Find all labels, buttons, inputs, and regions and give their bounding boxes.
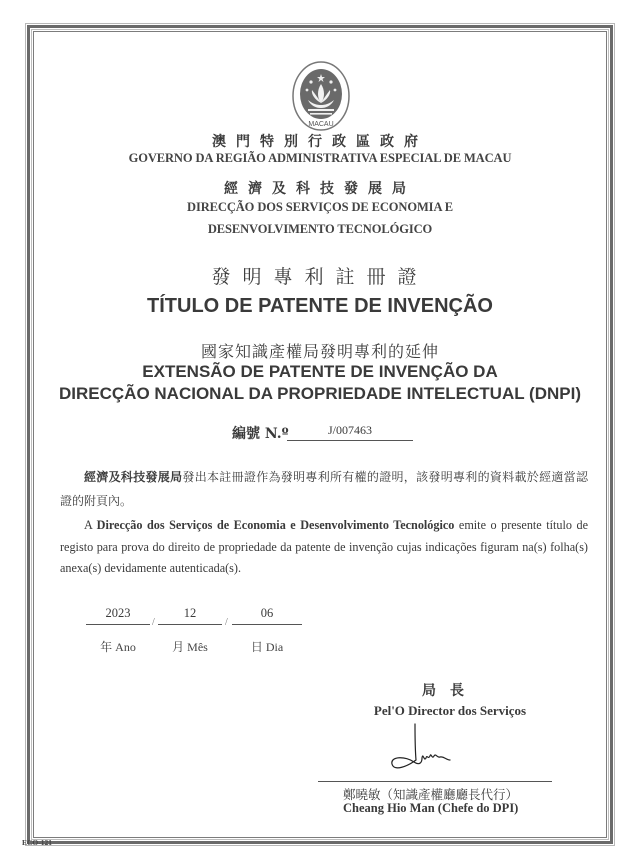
signatory-name-cn: 鄭曉敏（知識產權廳廳長代行） [343,787,519,802]
date-year-label: 年 Ano [100,640,136,654]
registration-number-value: J/007463 [287,423,413,441]
body-cn-text: 發出本註冊證作為發明專利所有權的證明，該發明專利的資料載於經適當認證的附頁內。 [60,470,588,508]
body-pt-issuer: Direcção dos Serviços de Economia e Desenvolvimento Tecnológico [96,518,455,532]
government-name-pt: GOVERNO DA REGIÃO ADMINISTRATIVA ESPECIAL DE MACAU [128,151,512,165]
date-month-value: 12 [158,606,222,625]
macau-sar-emblem-icon [291,60,351,132]
body-paragraph-pt [60,515,588,580]
extension-subtitle-cn: 國家知識產權局發明專利的延伸 [200,342,439,361]
body-pt-prefix: A [84,518,97,532]
government-name-cn: 澳門特別行政區政府 [212,134,428,150]
date-separator: / [152,617,155,628]
body-cn-issuer: 經濟及科技發展局 [84,470,183,484]
certificate-title-cn: 發明專利註冊證 [211,266,429,288]
signatory-name-pt: Cheang Hio Man (Chefe do DPI) [343,801,519,815]
department-name-pt-line2: DESENVOLVIMENTO TECNOLÓGICO [207,222,433,236]
department-name-pt-line1: DIRECÇÃO DOS SERVIÇOS DE ECONOMIA E [187,200,453,214]
certificate-title-pt: TÍTULO DE PATENTE DE INVENÇÃO [147,295,493,317]
signature-line [318,781,552,782]
registration-number-label: 編號 N.º [232,426,289,442]
extension-subtitle-pt-line2: DIRECÇÃO NACIONAL DA PROPRIEDADE INTELECTUAL (DNPI) [59,384,581,403]
registration-number-row [0,423,640,443]
signatory-title-pt: Pel'O Director dos Serviços [373,703,527,718]
body-pt-text: emite o presente título de registo para prova do direito de propriedade da patente de invenção cujas indicações figuram na(s) folha(s) anexa(s) devidamente autenticada(s). [60,518,588,575]
date-day-value: 06 [232,606,302,625]
department-name-cn: 經濟及科技發展局 [224,181,416,197]
extension-subtitle-pt-line1: EXTENSÃO DE PATENTE DE INVENÇÃO DA [142,362,498,381]
emblem-label: MACAU [308,121,334,128]
form-code: ECO-121 [22,838,52,847]
handwritten-signature-icon [388,722,468,778]
date-year-value: 2023 [86,606,150,625]
body-paragraph-cn [60,465,588,513]
date-month-label: 月 Mês [172,640,208,654]
date-day-label: 日 Dia [250,640,284,654]
signatory-title-cn: 局長 [422,683,478,699]
date-separator: / [225,617,228,628]
